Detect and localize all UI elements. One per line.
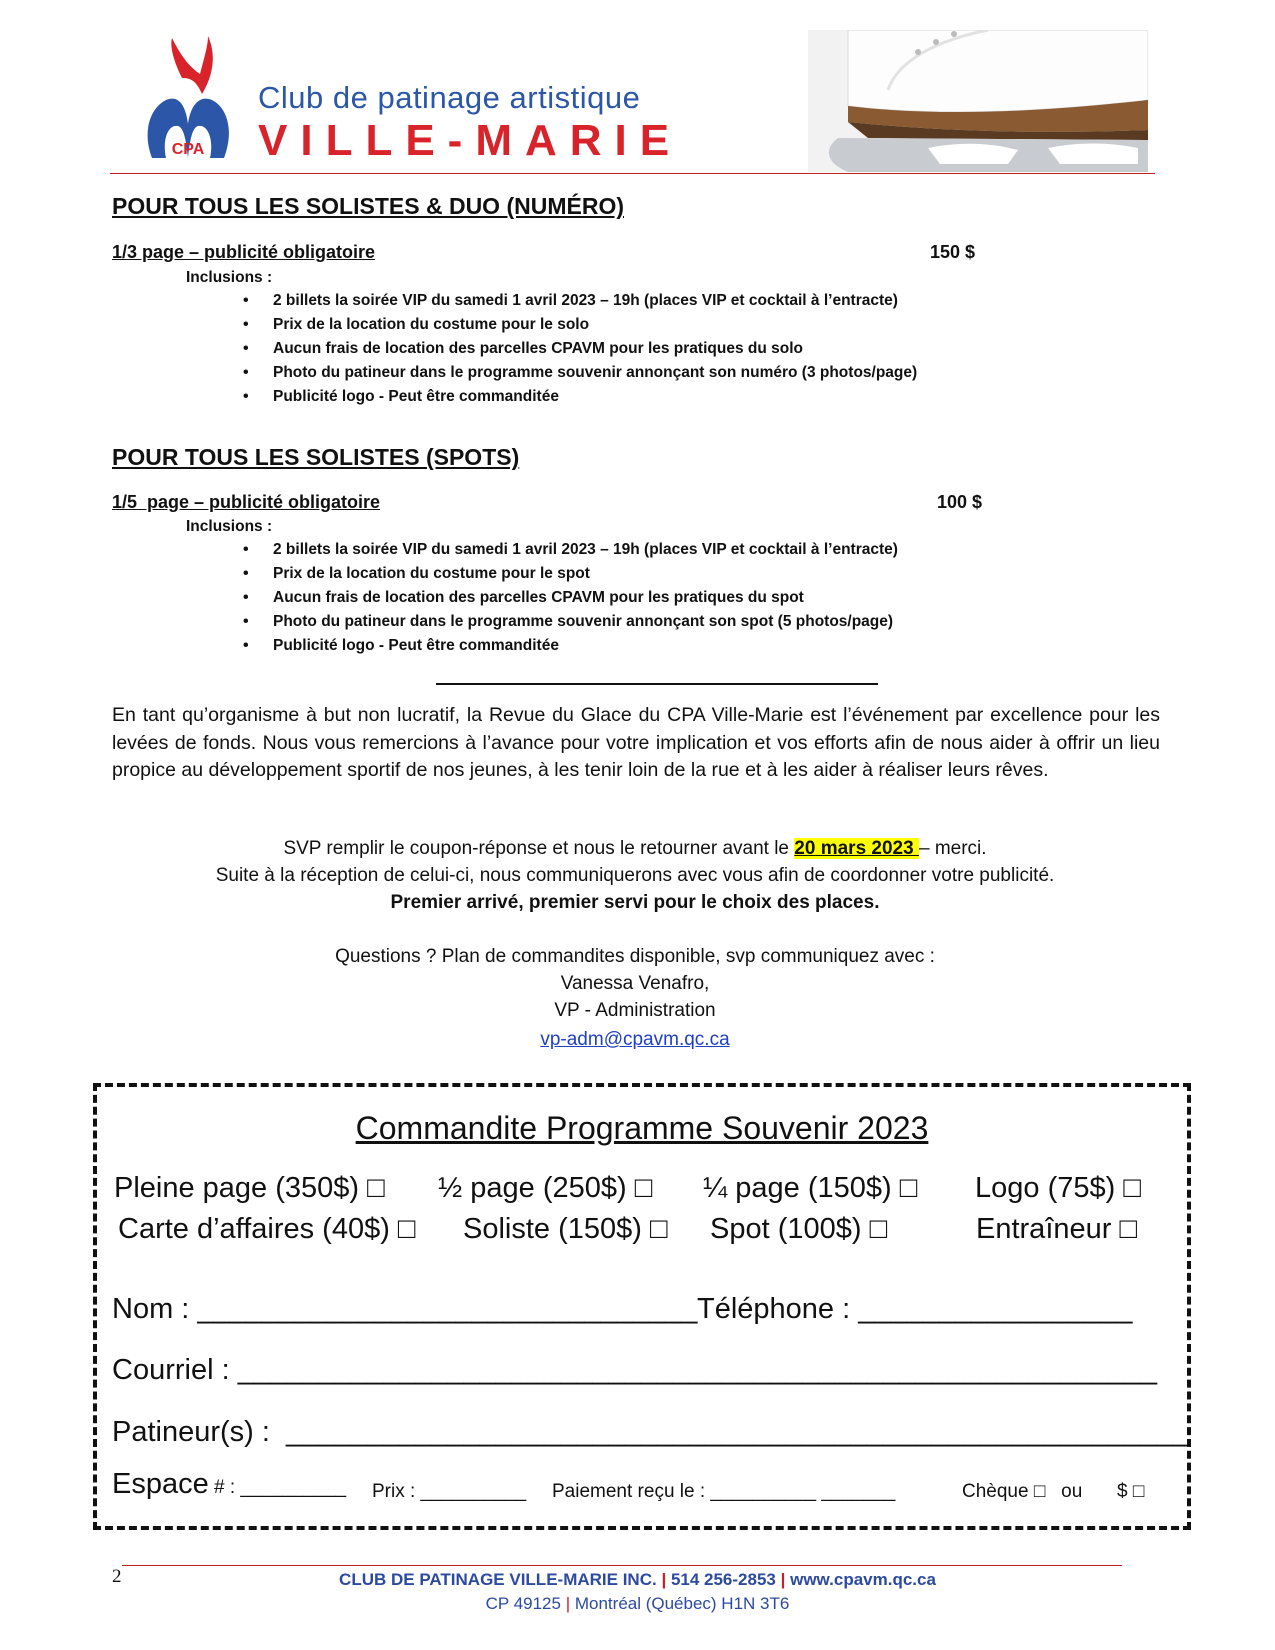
notice-line2: Suite à la réception de celui-ci, nous communiquerons avec vous afin de coordonner votre publicité. — [215, 865, 1055, 886]
footer-website[interactable]: www.cpavm.qc.ca — [790, 1570, 936, 1589]
footer-cp: CP 49125 — [485, 1594, 561, 1613]
paiement-field[interactable]: Paiement reçu le : __________ _______ — [552, 1481, 896, 1502]
contact-role: VP - Administration — [554, 1000, 716, 1021]
option-pleine-page[interactable]: Pleine page (350$) □ — [114, 1172, 385, 1204]
espace-row — [112, 1468, 346, 1501]
option-carte-affaires[interactable]: Carte d’affaires (40$) □ — [118, 1213, 416, 1245]
section2-inclusions-list — [243, 538, 898, 658]
list-item: • Publicité logo - Peut être commanditée — [243, 385, 917, 409]
contact-email-wrap — [110, 1029, 1160, 1051]
footer-line1: CLUB DE PATINAGE VILLE-MARIE INC. | 514 256-2853 | www.cpavm.qc.ca — [339, 1570, 936, 1589]
club-name-line1: Club de patinage artistique — [258, 80, 641, 115]
section2-inclusions-label: Inclusions : — [186, 518, 273, 535]
list-item: • Photo du patineur dans le programme souvenir annonçant son spot (5 photos/page) — [243, 610, 898, 634]
page-number: 2 — [112, 1566, 122, 1587]
list-item: • Photo du patineur dans le programme souvenir annonçant son numéro (3 photos/page) — [243, 361, 917, 385]
footer-line2: CP 49125 | Montréal (Québec) H1N 3T6 — [485, 1594, 790, 1613]
list-item: • Prix de la location du costume pour le spot — [243, 562, 898, 586]
section2-price: 100 $ — [937, 492, 983, 512]
list-item: • Prix de la location du costume pour le solo — [243, 313, 917, 337]
espace-label: Espace — [112, 1468, 209, 1500]
cheque-checkbox[interactable]: Chèque □ ou — [962, 1481, 1083, 1502]
option-entraineur[interactable]: Entraîneur □ — [976, 1213, 1137, 1245]
prix-field[interactable]: Prix : __________ — [372, 1481, 527, 1502]
telephone-field[interactable]: Téléphone : _________________ — [697, 1293, 1133, 1325]
option-quart-page[interactable]: ¼ page (150$) □ — [703, 1172, 918, 1204]
nom-field[interactable]: Nom : _______________________________ — [112, 1293, 698, 1325]
option-logo[interactable]: Logo (75$) □ — [975, 1172, 1141, 1204]
section1-inclusions-list — [243, 289, 917, 409]
list-item: • 2 billets la soirée VIP du samedi 1 avril 2023 – 19h (places VIP et cocktail à l’entracte) — [243, 289, 917, 313]
footer-city: Montréal (Québec) H1N 3T6 — [574, 1594, 790, 1613]
section1-title: POUR TOUS LES SOLISTES & DUO (NUMÉRO) — [112, 193, 624, 219]
courriel-field[interactable]: Courriel : _________________________________________________________ — [112, 1354, 1158, 1386]
patineurs-field[interactable]: Patineur(s) : ________________________________________________________ — [112, 1416, 1190, 1448]
contact-name: Vanessa Venafro, — [560, 973, 710, 994]
section1-price: 150 $ — [930, 242, 976, 262]
logo-text: CPA — [171, 141, 205, 158]
list-item: • 2 billets la soirée VIP du samedi 1 avril 2023 – 19h (places VIP et cocktail à l’entracte) — [243, 538, 898, 562]
header-rule — [110, 173, 1155, 174]
coupon-title: Commandite Programme Souvenir 2023 — [355, 1110, 929, 1146]
list-item: • Aucun frais de location des parcelles CPAVM pour les pratiques du solo — [243, 337, 917, 361]
list-item: • Aucun frais de location des parcelles CPAVM pour les pratiques du spot — [243, 586, 898, 610]
skate-image — [808, 30, 1148, 172]
list-item: • Publicité logo - Peut être commanditée — [243, 634, 898, 658]
footer-org: CLUB DE PATINAGE VILLE-MARIE INC. — [339, 1570, 657, 1589]
option-spot[interactable]: Spot (100$) □ — [710, 1213, 888, 1245]
option-soliste[interactable]: Soliste (150$) □ — [463, 1213, 668, 1245]
notice-line1 — [110, 838, 1160, 860]
contact-line: Questions ? Plan de commandites disponible, svp communiquez avec : — [335, 946, 935, 967]
section1-inclusions-label: Inclusions : — [186, 269, 273, 286]
deadline-date: 20 mars 2023 — [794, 838, 919, 859]
intro-paragraph: En tant qu’organisme à but non lucratif, la Revue du Glace du CPA Ville-Marie est l’événement par excellence pour les levées de fonds. Nous vous remercions à l’avance pour votre implication et vos efforts afin de nous aider à offrir un lieu propice au développement sportif de nos jeunes, à les tenir loin de la rue et à les aider à réaliser leurs rêves. — [112, 704, 1160, 781]
espace-field[interactable]: # : __________ — [208, 1477, 347, 1498]
notice-line1-pre: SVP remplir le coupon-réponse et nous le retourner avant le — [283, 838, 795, 859]
footer-phone: 514 256-2853 — [670, 1570, 776, 1589]
club-logo — [142, 36, 234, 158]
section-separator — [436, 683, 878, 685]
section1-subtitle: 1/3 page – publicité obligatoire — [112, 242, 376, 262]
footer-rule — [122, 1565, 1122, 1566]
section2-subtitle: 1/5 page – publicité obligatoire — [112, 492, 381, 512]
notice-line1-post: – merci. — [918, 838, 987, 859]
contact-email-link[interactable]: vp-adm@cpavm.qc.ca — [540, 1029, 730, 1050]
cash-checkbox[interactable]: $ □ — [1117, 1481, 1145, 1502]
section2-title: POUR TOUS LES SOLISTES (SPOTS) — [112, 444, 520, 470]
notice-line3: Premier arrivé, premier servi pour le choix des places. — [390, 892, 880, 913]
club-name-line2: VILLE-MARIE — [258, 116, 683, 165]
option-demi-page[interactable]: ½ page (250$) □ — [438, 1172, 653, 1204]
